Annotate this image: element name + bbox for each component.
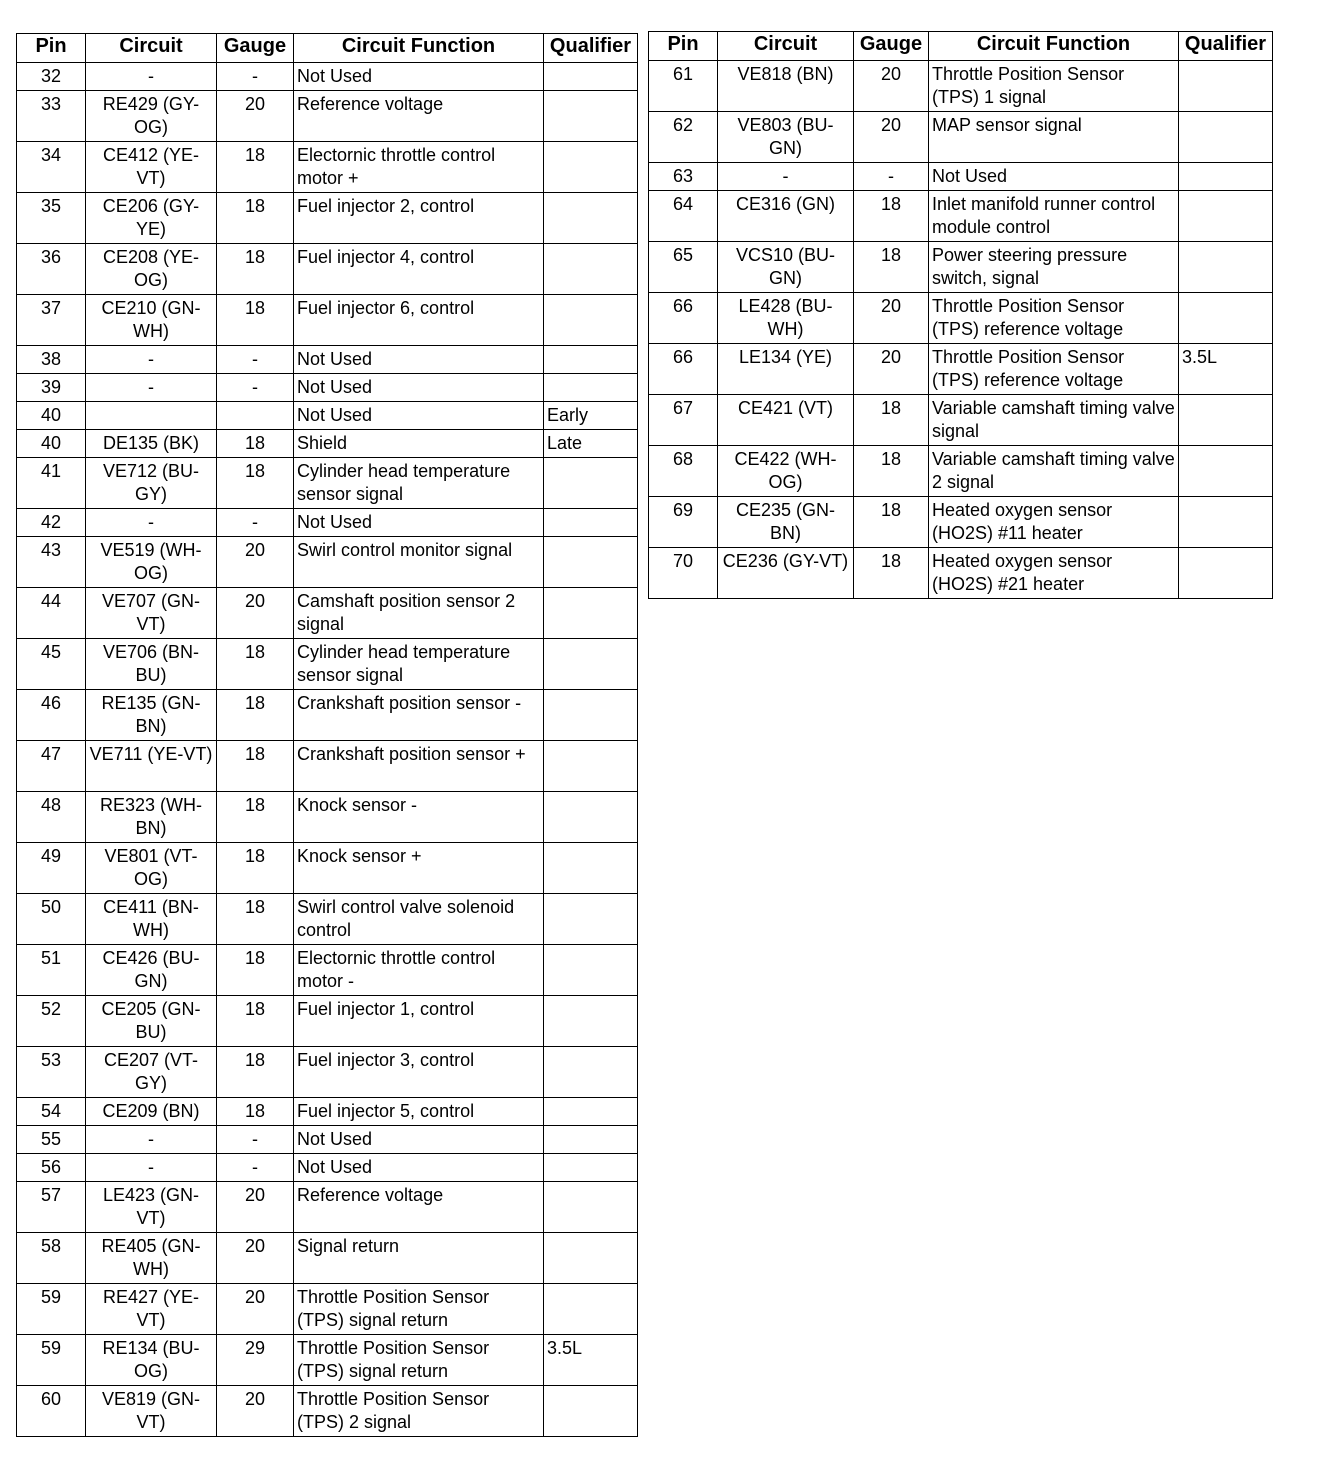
cell-circuit-function: Fuel injector 6, control [294, 295, 544, 346]
cell-gauge: 18 [217, 996, 294, 1047]
cell-qualifier [544, 945, 638, 996]
header-circuit: Circuit [86, 34, 217, 63]
cell-pin: 40 [17, 430, 86, 458]
cell-pin: 54 [17, 1098, 86, 1126]
cell-pin: 39 [17, 374, 86, 402]
cell-circuit-function: Reference voltage [294, 1182, 544, 1233]
cell-gauge: 18 [217, 945, 294, 996]
table-row [17, 1154, 638, 1182]
cell-qualifier: Early [544, 402, 638, 430]
cell-gauge: 29 [217, 1335, 294, 1386]
cell-circuit: CE421 (VT) [718, 395, 854, 446]
cell-circuit-function: Electornic throttle control motor - [294, 945, 544, 996]
cell-circuit: CE411 (BN-WH) [86, 894, 217, 945]
cell-gauge: 20 [854, 293, 929, 344]
cell-circuit-function: Not Used [294, 1126, 544, 1154]
cell-pin: 46 [17, 690, 86, 741]
table-row [649, 191, 1273, 242]
cell-circuit: LE134 (YE) [718, 344, 854, 395]
table-row [17, 142, 638, 193]
cell-circuit-function: Throttle Position Sensor (TPS) reference voltage [929, 293, 1179, 344]
cell-circuit: CE206 (GY-YE) [86, 193, 217, 244]
cell-circuit-function: Throttle Position Sensor (TPS) 2 signal [294, 1386, 544, 1437]
cell-qualifier [544, 193, 638, 244]
cell-qualifier [544, 244, 638, 295]
cell-pin: 55 [17, 1126, 86, 1154]
cell-circuit-function: Not Used [294, 346, 544, 374]
cell-circuit-function: Cylinder head temperature sensor signal [294, 639, 544, 690]
cell-circuit: CE236 (GY-VT) [718, 548, 854, 599]
cell-qualifier [544, 792, 638, 843]
cell-pin: 40 [17, 402, 86, 430]
cell-circuit-function: Fuel injector 3, control [294, 1047, 544, 1098]
cell-circuit: CE210 (GN-WH) [86, 295, 217, 346]
cell-circuit: VE803 (BU-GN) [718, 112, 854, 163]
table-row [649, 242, 1273, 293]
cell-pin: 36 [17, 244, 86, 295]
cell-qualifier: 3.5L [544, 1335, 638, 1386]
cell-gauge: 20 [217, 1284, 294, 1335]
cell-gauge: 18 [217, 458, 294, 509]
cell-gauge: 18 [217, 193, 294, 244]
cell-gauge: 20 [217, 91, 294, 142]
table-row [649, 344, 1273, 395]
cell-pin: 68 [649, 446, 718, 497]
cell-pin: 44 [17, 588, 86, 639]
table-row [17, 843, 638, 894]
cell-circuit-function: Heated oxygen sensor (HO2S) #11 heater [929, 497, 1179, 548]
cell-circuit-function: Not Used [294, 374, 544, 402]
cell-circuit: VE707 (GN-VT) [86, 588, 217, 639]
cell-circuit-function: Electornic throttle control motor + [294, 142, 544, 193]
table-row [17, 588, 638, 639]
cell-qualifier [544, 346, 638, 374]
table-row [17, 430, 638, 458]
table-row [17, 346, 638, 374]
table-row [17, 945, 638, 996]
cell-circuit-function: Fuel injector 1, control [294, 996, 544, 1047]
cell-pin: 56 [17, 1154, 86, 1182]
cell-qualifier [544, 537, 638, 588]
cell-circuit-function: Variable camshaft timing valve signal [929, 395, 1179, 446]
cell-circuit-function: Heated oxygen sensor (HO2S) #21 heater [929, 548, 1179, 599]
cell-circuit: DE135 (BK) [86, 430, 217, 458]
table-row [17, 402, 638, 430]
cell-gauge: 18 [217, 690, 294, 741]
cell-gauge: 20 [854, 112, 929, 163]
cell-pin: 34 [17, 142, 86, 193]
cell-circuit: CE426 (BU-GN) [86, 945, 217, 996]
cell-circuit: - [86, 1126, 217, 1154]
cell-circuit: VE711 (YE-VT) [86, 741, 217, 792]
cell-qualifier [1179, 242, 1273, 293]
table-header-row [649, 32, 1273, 61]
cell-pin: 53 [17, 1047, 86, 1098]
table-row [17, 1284, 638, 1335]
cell-pin: 35 [17, 193, 86, 244]
cell-circuit: VE801 (VT-OG) [86, 843, 217, 894]
cell-qualifier [544, 1182, 638, 1233]
cell-gauge: 20 [217, 1233, 294, 1284]
cell-qualifier [544, 639, 638, 690]
header-qualifier: Qualifier [1179, 32, 1273, 61]
cell-circuit-function: Not Used [294, 63, 544, 91]
cell-gauge: 20 [854, 61, 929, 112]
cell-circuit-function: Knock sensor - [294, 792, 544, 843]
cell-circuit-function: Crankshaft position sensor + [294, 741, 544, 792]
cell-circuit: - [86, 346, 217, 374]
cell-gauge: 18 [217, 142, 294, 193]
cell-pin: 67 [649, 395, 718, 446]
cell-qualifier [1179, 548, 1273, 599]
cell-qualifier [544, 295, 638, 346]
table-row [649, 163, 1273, 191]
cell-circuit: LE423 (GN-VT) [86, 1182, 217, 1233]
cell-qualifier [544, 690, 638, 741]
cell-gauge: 18 [217, 1098, 294, 1126]
table-row [17, 996, 638, 1047]
cell-gauge: - [854, 163, 929, 191]
cell-gauge: 18 [217, 792, 294, 843]
cell-circuit-function: Variable camshaft timing valve 2 signal [929, 446, 1179, 497]
cell-pin: 41 [17, 458, 86, 509]
cell-pin: 50 [17, 894, 86, 945]
header-circuit-function: Circuit Function [294, 34, 544, 63]
cell-circuit-function: Not Used [929, 163, 1179, 191]
cell-gauge: 20 [217, 537, 294, 588]
cell-qualifier [544, 91, 638, 142]
cell-circuit: VE519 (WH-OG) [86, 537, 217, 588]
cell-circuit-function: Power steering pressure switch, signal [929, 242, 1179, 293]
cell-pin: 59 [17, 1335, 86, 1386]
cell-circuit-function: Swirl control valve solenoid control [294, 894, 544, 945]
table-row [17, 741, 638, 792]
cell-circuit-function: Cylinder head temperature sensor signal [294, 458, 544, 509]
cell-circuit: LE428 (BU-WH) [718, 293, 854, 344]
cell-pin: 45 [17, 639, 86, 690]
cell-circuit: - [86, 509, 217, 537]
table-row [649, 293, 1273, 344]
cell-circuit: RE427 (YE-VT) [86, 1284, 217, 1335]
cell-circuit-function: Crankshaft position sensor - [294, 690, 544, 741]
cell-circuit: CE422 (WH-OG) [718, 446, 854, 497]
cell-qualifier [1179, 293, 1273, 344]
cell-gauge: 18 [854, 191, 929, 242]
cell-gauge: 18 [217, 894, 294, 945]
table-row [17, 894, 638, 945]
cell-circuit [86, 402, 217, 430]
cell-circuit: CE209 (BN) [86, 1098, 217, 1126]
cell-circuit-function: Shield [294, 430, 544, 458]
cell-circuit-function: Signal return [294, 1233, 544, 1284]
cell-gauge: 18 [854, 497, 929, 548]
cell-pin: 70 [649, 548, 718, 599]
cell-pin: 66 [649, 293, 718, 344]
cell-circuit: VE819 (GN-VT) [86, 1386, 217, 1437]
cell-circuit: CE235 (GN-BN) [718, 497, 854, 548]
cell-gauge: 20 [854, 344, 929, 395]
cell-qualifier [1179, 395, 1273, 446]
cell-circuit: RE134 (BU-OG) [86, 1335, 217, 1386]
cell-circuit-function: Reference voltage [294, 91, 544, 142]
table-row [17, 374, 638, 402]
cell-pin: 43 [17, 537, 86, 588]
header-circuit-function: Circuit Function [929, 32, 1179, 61]
cell-pin: 32 [17, 63, 86, 91]
table-row [649, 112, 1273, 163]
cell-qualifier [544, 374, 638, 402]
table-row [17, 1335, 638, 1386]
cell-qualifier [1179, 112, 1273, 163]
table-row [17, 509, 638, 537]
cell-circuit: RE429 (GY-OG) [86, 91, 217, 142]
cell-gauge: - [217, 374, 294, 402]
cell-pin: 66 [649, 344, 718, 395]
cell-qualifier [1179, 191, 1273, 242]
cell-qualifier [544, 588, 638, 639]
cell-pin: 52 [17, 996, 86, 1047]
cell-qualifier [1179, 446, 1273, 497]
table-row [17, 639, 638, 690]
header-pin: Pin [17, 34, 86, 63]
cell-gauge [217, 402, 294, 430]
cell-circuit-function: Not Used [294, 402, 544, 430]
cell-circuit-function: Throttle Position Sensor (TPS) signal return [294, 1284, 544, 1335]
cell-circuit: CE207 (VT-GY) [86, 1047, 217, 1098]
cell-gauge: 18 [854, 446, 929, 497]
cell-circuit-function: Camshaft position sensor 2 signal [294, 588, 544, 639]
cell-gauge: - [217, 1126, 294, 1154]
cell-gauge: 18 [217, 1047, 294, 1098]
cell-pin: 38 [17, 346, 86, 374]
cell-circuit: - [718, 163, 854, 191]
table-row [17, 244, 638, 295]
cell-qualifier [1179, 61, 1273, 112]
table-row [17, 1386, 638, 1437]
pin-table-left [16, 33, 638, 1437]
cell-circuit-function: Not Used [294, 509, 544, 537]
cell-qualifier [544, 1233, 638, 1284]
table-row [17, 193, 638, 244]
cell-gauge: 18 [217, 244, 294, 295]
cell-gauge: 18 [854, 548, 929, 599]
cell-gauge: 18 [217, 639, 294, 690]
cell-qualifier [544, 63, 638, 91]
cell-pin: 47 [17, 741, 86, 792]
pin-table-right [648, 31, 1273, 599]
cell-gauge: 18 [217, 843, 294, 894]
cell-circuit: VE706 (BN-BU) [86, 639, 217, 690]
cell-circuit: - [86, 1154, 217, 1182]
table-row [649, 446, 1273, 497]
cell-circuit: VCS10 (BU-GN) [718, 242, 854, 293]
cell-qualifier [544, 1098, 638, 1126]
cell-gauge: 20 [217, 1386, 294, 1437]
cell-qualifier [544, 996, 638, 1047]
header-qualifier: Qualifier [544, 34, 638, 63]
cell-qualifier [544, 894, 638, 945]
cell-qualifier [544, 1284, 638, 1335]
table-row [17, 458, 638, 509]
cell-qualifier [544, 1047, 638, 1098]
cell-circuit: RE135 (GN-BN) [86, 690, 217, 741]
cell-qualifier [544, 1386, 638, 1437]
cell-pin: 60 [17, 1386, 86, 1437]
cell-gauge: - [217, 346, 294, 374]
cell-qualifier [544, 458, 638, 509]
table-row [649, 548, 1273, 599]
table-row [17, 91, 638, 142]
cell-qualifier [544, 1126, 638, 1154]
table-row [17, 1047, 638, 1098]
cell-qualifier [544, 509, 638, 537]
table-row [649, 61, 1273, 112]
cell-pin: 65 [649, 242, 718, 293]
cell-gauge: 18 [217, 741, 294, 792]
cell-circuit: CE205 (GN-BU) [86, 996, 217, 1047]
cell-gauge: - [217, 63, 294, 91]
cell-pin: 63 [649, 163, 718, 191]
cell-circuit-function: Fuel injector 4, control [294, 244, 544, 295]
cell-pin: 57 [17, 1182, 86, 1233]
cell-circuit-function: Not Used [294, 1154, 544, 1182]
header-pin: Pin [649, 32, 718, 61]
cell-circuit: CE316 (GN) [718, 191, 854, 242]
cell-gauge: 20 [217, 1182, 294, 1233]
cell-qualifier [544, 741, 638, 792]
table-row [649, 395, 1273, 446]
cell-circuit-function: Throttle Position Sensor (TPS) signal return [294, 1335, 544, 1386]
cell-pin: 64 [649, 191, 718, 242]
table-row [17, 1182, 638, 1233]
cell-circuit-function: Fuel injector 2, control [294, 193, 544, 244]
table-row [17, 537, 638, 588]
cell-gauge: 18 [854, 242, 929, 293]
cell-circuit: RE323 (WH-BN) [86, 792, 217, 843]
cell-pin: 61 [649, 61, 718, 112]
cell-gauge: - [217, 1154, 294, 1182]
cell-circuit: VE712 (BU-GY) [86, 458, 217, 509]
cell-qualifier [544, 843, 638, 894]
header-gauge: Gauge [217, 34, 294, 63]
cell-pin: 37 [17, 295, 86, 346]
table-row [17, 792, 638, 843]
table-row [17, 295, 638, 346]
cell-gauge: - [217, 509, 294, 537]
cell-circuit-function: Fuel injector 5, control [294, 1098, 544, 1126]
table-row [17, 1233, 638, 1284]
cell-qualifier [544, 142, 638, 193]
cell-circuit-function: Throttle Position Sensor (TPS) 1 signal [929, 61, 1179, 112]
cell-gauge: 18 [217, 430, 294, 458]
header-gauge: Gauge [854, 32, 929, 61]
cell-circuit: - [86, 374, 217, 402]
cell-pin: 59 [17, 1284, 86, 1335]
cell-circuit: VE818 (BN) [718, 61, 854, 112]
table-row [649, 497, 1273, 548]
cell-pin: 58 [17, 1233, 86, 1284]
cell-circuit-function: MAP sensor signal [929, 112, 1179, 163]
table-row [17, 1126, 638, 1154]
cell-qualifier: Late [544, 430, 638, 458]
cell-pin: 33 [17, 91, 86, 142]
table-row [17, 1098, 638, 1126]
header-circuit: Circuit [718, 32, 854, 61]
cell-pin: 51 [17, 945, 86, 996]
cell-pin: 62 [649, 112, 718, 163]
cell-pin: 49 [17, 843, 86, 894]
cell-gauge: 18 [217, 295, 294, 346]
table-header-row [17, 34, 638, 63]
cell-qualifier [1179, 163, 1273, 191]
table-row [17, 690, 638, 741]
cell-pin: 42 [17, 509, 86, 537]
table-row [17, 63, 638, 91]
cell-qualifier [544, 1154, 638, 1182]
cell-circuit: - [86, 63, 217, 91]
cell-qualifier: 3.5L [1179, 344, 1273, 395]
cell-pin: 69 [649, 497, 718, 548]
cell-circuit-function: Throttle Position Sensor (TPS) reference voltage [929, 344, 1179, 395]
cell-gauge: 18 [854, 395, 929, 446]
cell-pin: 48 [17, 792, 86, 843]
cell-circuit-function: Swirl control monitor signal [294, 537, 544, 588]
cell-circuit: RE405 (GN-WH) [86, 1233, 217, 1284]
cell-circuit-function: Inlet manifold runner control module control [929, 191, 1179, 242]
cell-circuit-function: Knock sensor + [294, 843, 544, 894]
cell-circuit: CE208 (YE-OG) [86, 244, 217, 295]
cell-qualifier [1179, 497, 1273, 548]
cell-circuit: CE412 (YE-VT) [86, 142, 217, 193]
cell-gauge: 20 [217, 588, 294, 639]
